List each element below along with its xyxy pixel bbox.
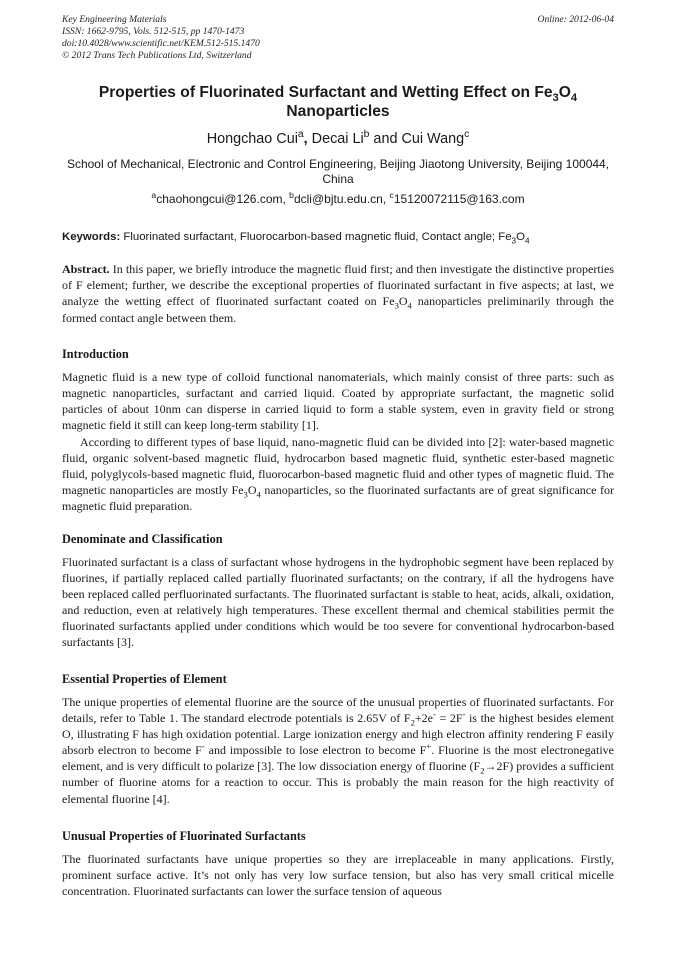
section-heading-denominate: Denominate and Classification xyxy=(62,532,223,546)
journal-name: Key Engineering Materials xyxy=(62,14,167,25)
essential-paragraph: The unique properties of elemental fluorine are the source of the unusual properties of fluorinated surfactants. For details, refer to Table 1. The standard electrode potentials is 2.65V of $F_2+2e^- = 2F^-$ is the highest besides element O, illustrating F has high oxidation potential. Large ionization energy and high electron affinity rendering F easily absorb electron to become F- and impossible to lose electron to become F+. Fluorine is the most electronegative element, and is very difficult to polarize [3]. The low dissociation energy of fluorine $(F_2\to 2F)$ provides a sufficient number of fluorine atoms for a reaction to occur. This is probably the main reason for the high reactivity of elemental fluorine [4]. xyxy=(62,695,615,806)
author-name: Decai Li xyxy=(311,131,364,147)
email-link: dcli@bjtu.edu.cn, xyxy=(293,192,390,206)
email-link: chaohongcui@126.com, xyxy=(156,192,290,206)
copyright-line: © 2012 Trans Tech Publications Ltd, Switzerland xyxy=(62,50,252,61)
section-heading-introduction: Introduction xyxy=(62,347,129,361)
unusual-paragraph: The fluorinated surfactants have unique properties so they are irreplaceable in many applications. Firstly, prominent surface active. It’s not only has very low surface tension, but also has very small critical micelle concentration. Fluorinated surfactants can lower the surface tension of aqueous xyxy=(62,852,614,899)
journal-header xyxy=(62,14,614,62)
affiliation: School of Mechanical, Electronic and Control Engineering, Beijing Jiaotong University, Beijing 100044, China xyxy=(66,157,610,186)
intro-paragraph-1: Magnetic fluid is a new type of colloid functional nanomaterials, which mainly consist of three parts: such as magnetic nanoparticles, surfactant and carried liquid. Coated by appropriate surfactant, the magnetic solid particles of about 10nm can disperse in carried liquid to form a stable system, even in gravity field or strong magnetic field it still can keep long-term stability [1]. xyxy=(62,370,614,433)
author-emails: $^a$chaohongcui@126.com, $^b$dcli@bjtu.edu.cn, $^c$15120072115@163.com xyxy=(151,190,525,206)
paper-title: Properties of Fluorinated Surfactant and Wetting Effect on $Fe_3O_4$ Nanoparticles xyxy=(98,84,578,120)
abstract: Abstract. In this paper, we briefly introduce the magnetic fluid first; and then investigate the distinctive properties of F element; further, we describe the exceptional properties of fluorinated surfactant in five aspects; at last, we analyze the wetting effect of fluorinated surfactant coated on $Fe_3O_4$ nanoparticles preliminarily through the formed contact angle between them. xyxy=(62,262,614,325)
abstract-label: Abstract. xyxy=(62,262,110,276)
section-heading-unusual: Unusual Properties of Fluorinated Surfactants xyxy=(62,829,306,843)
denominate-paragraph: Fluorinated surfactant is a class of surfactant whose hydrogens in the hydrophobic segment have been replaced by fluorines, if partially replaced called partially fluorinated surfactants; on the contrary, if all the hydrogens have been replaced called perfluorinated surfactants. The fluorinated surfactant is stable to heat, acids, alkali, oxidation, and reduction, even at relatively high temperatures. These excellent thermal and chemical stabilities permit the fluorinated surfactants applied under conditions which would be too severe for conventional hydrocarbon-based surfactants [3]. xyxy=(62,555,614,650)
keywords: Keywords: Fluorinated surfactant, Fluorocarbon-based magnetic fluid, Contact angle; $Fe_3O_4$ xyxy=(62,231,530,246)
author-name: Cui Wang xyxy=(401,131,465,147)
section-heading-essential: Essential Properties of Element xyxy=(62,672,227,686)
keywords-label: Keywords: xyxy=(62,231,121,243)
author-list: Hongchao Cui$^a$, Decai Li$^b$ and Cui Wang$^c$ xyxy=(206,129,470,147)
author-name: Hongchao Cui xyxy=(206,131,298,147)
email-link: 15120072115@163.com xyxy=(393,192,525,206)
doi-line: doi:10.4028/www.scientific.net/KEM.512-515.1470 xyxy=(62,38,260,49)
online-date: Online: 2012-06-04 xyxy=(537,14,614,25)
issn-line: ISSN: 1662-9795, Vols. 512-515, pp 1470-1473 xyxy=(62,26,245,37)
intro-paragraph-2: According to different types of base liquid, nano-magnetic fluid can be divided into [2]: water-based magnetic fluid, organic solvent-based magnetic fluid, hydrocarbon based magnetic fluid, synthetic ester-based magnetic fluid, polyglycols-based magnetic fluid, fluorocarbon-based magnetic fluid and other types of magnetic fluid. The magnetic nanoparticles are mostly $Fe_3O_4$ nanoparticles, so the fluorinated surfactants are of great significance for magnetic fluid preparation. xyxy=(62,435,614,514)
